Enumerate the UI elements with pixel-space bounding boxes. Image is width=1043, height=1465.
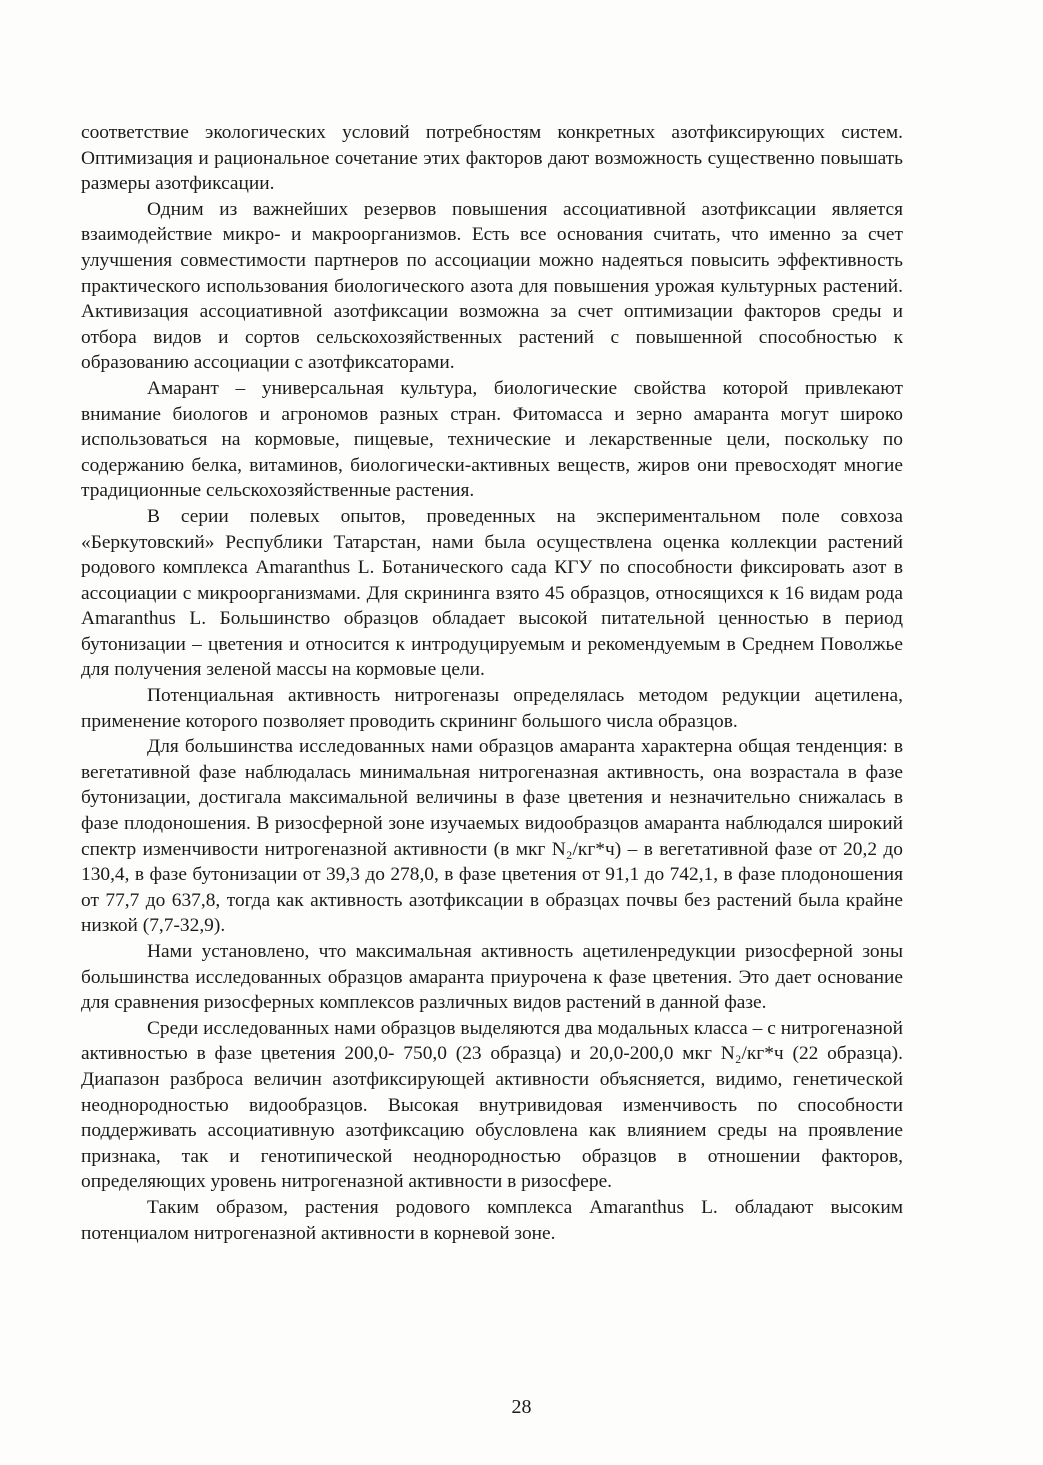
paragraph: Среди исследованных нами образцов выделяются два модальных класса – с нитрогеназной активностью в фазе цветения 200,0- 750,0 (23 образца) и 20,0-200,0 мкг N₂/кг*ч (22 образца). Диапазон разброса величин азотфиксирующей активности объясняется, видимо, генетической неоднородностью видообразцов. Высокая внутривидовая изменчивость по способности поддерживать ассоциативную азотфиксацию обусловлена как влиянием среды на проявление признака, так и генотипической неоднородностью образцов в отношении факторов, определяющих уровень нитрогеназной активности в ризосфере. [81,1017,903,1193]
paragraph: Для большинства исследованных нами образцов амаранта характерна общая тенденция: в вегетативной фазе наблюдалась минимальная нитрогеназная активность, она возрастала в фазе бутонизации, достигала максимальной величины в фазе цветения и незначительно снижалась в фазе плодоношения. В ризосферной зоне изучаемых видообразцов амаранта наблюдался широкий спектр изменчивости нитрогеназной активности (в мкг N₂/кг*ч) – в вегетативной фазе от 20,2 до 130,4, в фазе бутонизации от 39,3 до 278,0, в фазе цветения от 91,1 до 742,1, в фазе плодоношения от 77,7 до 637,8, тогда как активность азотфиксации в образцах почвы без растений была крайне низкой (7,7-32,9). [81,736,903,937]
paragraph: Потенциальная активность нитрогеназы определялась методом редукции ацетилена, применение которого позволяет проводить скрининг большого числа образцов. [81,685,903,732]
paragraph: соответствие экологических условий потребностям конкретных азотфиксирующих систем. Оптимизация и рациональное сочетание этих факторов дают возможность существенно повышать размеры азотфиксации. [81,122,903,195]
paragraph: В серии полевых опытов, проведенных на экспериментальном поле совхоза «Беркутовский» Республики Татарстан, нами была осуществлена оценка коллекции растений родового комплекса Amaranthus L. Ботанического сада КГУ по способности фиксировать азот в ассоциации с микроорганизмами. Для скрининга взято 45 образцов, относящихся к 16 видам рода Amaranthus L. Большинство образцов обладает высокой питательной ценностью в период бутонизации – цветения и относится к интродуцируемым и рекомендуемым в Среднем Поволжье для получения зеленой массы на кормовые цели. [81,505,903,681]
body-text [81,120,903,1246]
paragraph: Одним из важнейших резервов повышения ассоциативной азотфиксации является взаимодействие микро- и макроорганизмов. Есть все основания считать, что именно за счет улучшения совместимости партнеров по ассоциации можно надеяться повысить эффективность практического использования биологического азота для повышения урожая культурных растений. Активизация ассоциативной азотфиксации возможна за счет оптимизации факторов среды и отбора видов и сортов сельскохозяйственных растений с повышенной способностью к образованию ассоциации с азотфиксаторами. [81,198,903,374]
paragraph: Таким образом, растения родового комплекса Amaranthus L. обладают высоким потенциалом нитрогеназной активности в корневой зоне. [81,1196,903,1244]
paragraph: Амарант – универсальная культура, биологические свойства которой привлекают внимание биологов и агрономов разных стран. Фитомасса и зерно амаранта могут широко использоваться на кормовые, пищевые, технические и лекарственные цели, поскольку по содержанию белка, витаминов, биологически-активных веществ, жиров они превосходят многие традиционные сельскохозяйственные растения. [81,377,903,502]
page-number: 28 [511,1396,532,1418]
paragraph: Нами установлено, что максимальная активность ацетиленредукции ризосферной зоны большинства исследованных образцов амаранта приурочена к фазе цветения. Это дает основание для сравнения ризосферных комплексов различных видов растений в данной фазе. [81,941,903,1014]
